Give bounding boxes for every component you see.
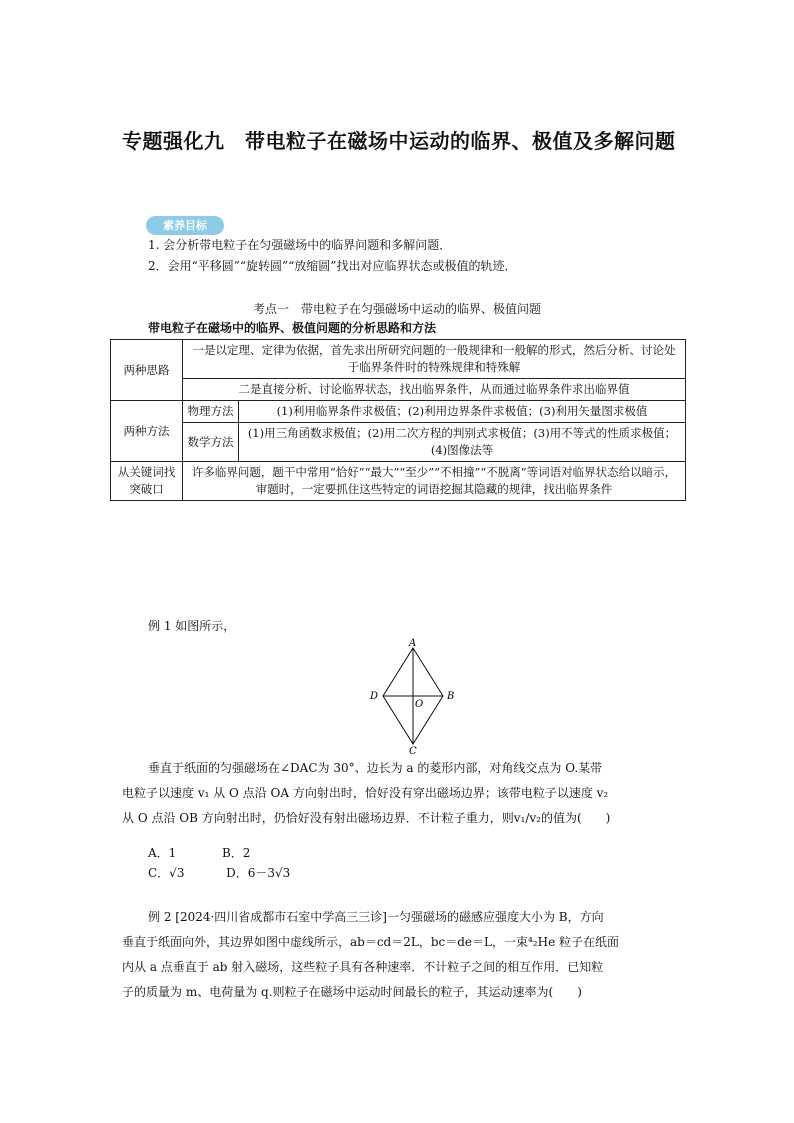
option-a[interactable]: A．1 — [148, 846, 177, 860]
example-1-options — [148, 843, 290, 883]
example-2-line-3: 内从 a 点垂直于 ab 射入磁场，这些粒子具有各种速率．不计粒子之间的相互作用．已知粒 — [122, 960, 604, 974]
analysis-method-table — [110, 339, 686, 501]
row-label-two-approaches: 两种思路 — [111, 340, 183, 401]
option-c[interactable]: C．√3 — [148, 866, 185, 880]
section-title: 考点一 带电粒子在匀强磁场中运动的临界、极值问题 — [252, 302, 541, 316]
example-1-body-cont — [122, 781, 702, 831]
table-heading: 带电粒子在磁场中的临界、极值问题的分析思路和方法 — [148, 321, 437, 335]
option-d[interactable]: D．6－3√3 — [226, 866, 291, 880]
example-2-line-4: 子的质量为 m、电荷量为 q.则粒子在磁场中运动时间最长的粒子，其运动速率为( ) — [122, 985, 582, 999]
example-1-line-1: 垂直于纸面的匀强磁场在∠DAC为 30°、边长为 a 的菱形内部，对角线交点为 O.某带 — [148, 761, 603, 775]
goal-item-1: 1. 会分析带电粒子在匀强磁场中的临界问题和多解问题． — [148, 238, 452, 252]
page-title: 专题强化九 带电粒子在磁场中运动的临界、极值及多解问题 — [122, 129, 676, 153]
approach-one-text: 一是以定理、定律为依据，首先求出所研究问题的一般规律和一般解的形式，然后分析、讨论处于临界条件时的特殊规律和特殊解 — [183, 340, 686, 379]
physics-method-text: (1)利用临界条件求极值；(2)利用边界条件求极值；(3)利用矢量图求极值 — [239, 401, 686, 423]
row-label-keywords: 从关键词找突破口 — [111, 462, 183, 501]
example-2-first — [148, 905, 708, 930]
literacy-goal-badge: 素养目标 — [146, 216, 224, 235]
approach-two-text: 二是直接分析、讨论临界状态，找出临界条件，从而通过临界条件求出临界值 — [183, 379, 686, 401]
goal-item-2: 2．会用“平移圆”“旋转圆”“放缩圆”找出对应临界状态或极值的轨迹． — [148, 259, 517, 273]
physics-method-label: 物理方法 — [183, 401, 239, 423]
example-2-body — [122, 930, 702, 1005]
option-b[interactable]: B．2 — [221, 846, 251, 860]
label-a: A — [409, 638, 417, 649]
math-method-text: (1)用三角函数求极值；(2)用二次方程的判别式求极值；(3)用不等式的性质求极值；(4)图像法等 — [239, 423, 686, 462]
example-1-line-3: 从 O 点沿 OB 方向射出时，仍恰好没有射出磁场边界．不计粒子重力，则v₁/v₂的值为( ) — [122, 811, 611, 825]
row-label-two-methods: 两种方法 — [111, 401, 183, 462]
label-o: O — [415, 699, 424, 710]
math-method-label: 数学方法 — [183, 423, 239, 462]
example-1-body — [148, 756, 708, 781]
keywords-text: 许多临界问题，题干中常用“恰好”“最大”“至少”“不相撞”“不脱离”等词语对临界状态给以暗示，审题时，一定要抓住这些特定的词语挖掘其隐藏的规律，找出临界条件 — [183, 462, 686, 501]
label-d: D — [370, 691, 379, 702]
rhombus-diagram — [360, 636, 470, 756]
example-2-line-1: 例 2 [2024·四川省成都市石室中学高三三诊]一匀强磁场的磁感应强度大小为 B，方向 — [148, 910, 604, 924]
example-2-line-2: 垂直于纸面向外，其边界如图中虚线所示，ab＝cd＝2L，bc＝de＝L，一束⁴₂He 粒子在纸面 — [122, 935, 620, 949]
label-c: C — [409, 746, 417, 756]
example-1-intro: 例 1 如图所示， — [148, 619, 236, 633]
example-1-line-2: 电粒子以速度 v₁ 从 O 点沿 OA 方向射出时，恰好没有穿出磁场边界；该带电粒子以速度 v₂ — [122, 786, 609, 800]
label-b: B — [447, 691, 455, 702]
